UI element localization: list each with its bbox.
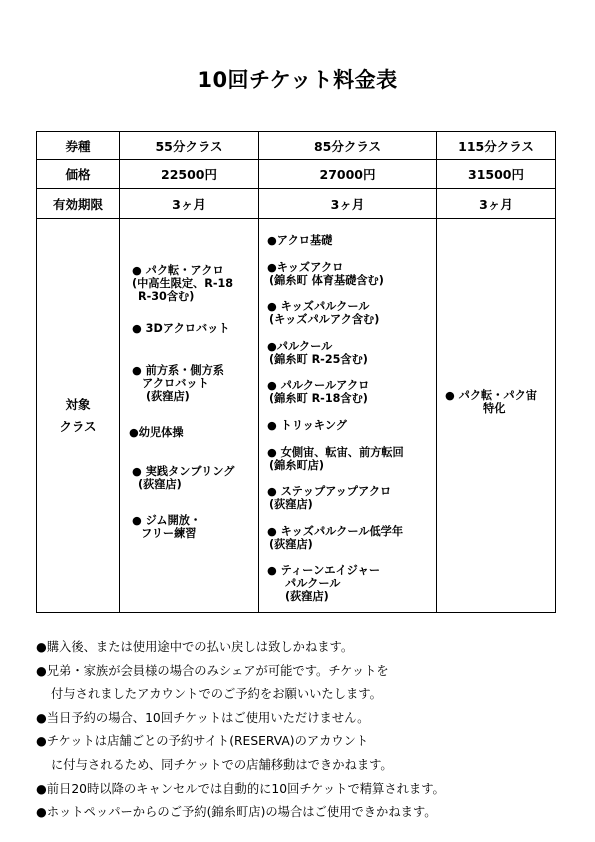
classes-55min bbox=[120, 219, 259, 613]
class-item bbox=[259, 261, 384, 287]
note-line: ●ホットペッパーからのご予約(錦糸町店)の場合はご使用できかねます。 bbox=[36, 805, 437, 820]
note-line: ●兄弟・家族が会員様の場合のみシェアが可能です。チケットを bbox=[36, 663, 389, 678]
class-item bbox=[259, 446, 404, 472]
note-line: 付与されましたアカウントでのご予約をお願いいたします。 bbox=[51, 687, 382, 702]
class-item-line: ● トリッキング bbox=[267, 419, 347, 432]
class-item bbox=[259, 419, 347, 432]
class-item bbox=[259, 564, 380, 603]
class-item-line: ● パク転・パク宙 bbox=[445, 389, 537, 402]
header-row bbox=[37, 132, 556, 160]
class-item bbox=[120, 426, 184, 439]
class-item bbox=[120, 514, 201, 540]
validity-115min: 3ヶ月 bbox=[437, 189, 556, 219]
classes-row bbox=[37, 219, 556, 613]
price-label: 価格 bbox=[37, 160, 120, 189]
classes-label-line: 対象 bbox=[65, 396, 91, 412]
class-item-line: ●キッズアクロ bbox=[267, 261, 344, 274]
class-item-line: ●アクロ基礎 bbox=[267, 234, 333, 247]
price-115min: 31500円 bbox=[437, 160, 556, 189]
class-item-line: ●パルクール bbox=[267, 340, 333, 353]
class-item-line: 特化 bbox=[483, 402, 506, 415]
class-item bbox=[259, 379, 369, 405]
class-item-line: アクロバット bbox=[142, 377, 209, 390]
price-85min: 27000円 bbox=[259, 160, 437, 189]
class-item bbox=[259, 485, 391, 511]
class-item-line: (錦糸町 体育基礎含む) bbox=[269, 274, 384, 287]
classes-label-line: クラス bbox=[59, 418, 97, 434]
class-item-line: フリー練習 bbox=[141, 527, 197, 540]
class-item bbox=[437, 389, 537, 415]
validity-row bbox=[37, 189, 556, 219]
class-item-line: ● ステップアップアクロ bbox=[267, 485, 392, 498]
class-item bbox=[120, 322, 230, 335]
class-item-line: ● キッズパルクール bbox=[267, 300, 370, 313]
page-title: 10回チケット料金表 bbox=[197, 68, 398, 92]
class-item bbox=[259, 300, 379, 326]
class-item-line: (荻窪店) bbox=[285, 590, 329, 603]
class-item bbox=[259, 234, 332, 247]
class-item-line: (錦糸町 R-18含む) bbox=[269, 392, 368, 405]
validity-label: 有効期限 bbox=[37, 189, 120, 219]
classes-85min bbox=[259, 219, 437, 613]
class-item-line: ● ジム開放・ bbox=[132, 514, 202, 527]
class-item-line: (荻窪店) bbox=[138, 478, 182, 491]
note-line: ●購入後、または使用途中での払い戻しは致しかねます。 bbox=[36, 640, 354, 654]
note-item bbox=[36, 778, 566, 802]
class-item-line: ●幼児体操 bbox=[129, 426, 184, 439]
fee-table bbox=[36, 131, 556, 613]
class-item-line: ● パク転・アクロ bbox=[132, 264, 224, 277]
header-85min: 85分クラス bbox=[259, 132, 437, 160]
note-line: ●当日予約の場合、10回チケットはご使用いただけません。 bbox=[36, 710, 370, 725]
class-item-line: (荻窪店) bbox=[269, 498, 313, 511]
note-item bbox=[36, 707, 566, 731]
class-item-line: (錦糸町店) bbox=[269, 459, 324, 472]
note-item bbox=[36, 660, 566, 707]
class-item-line: ● ティーンエイジャー bbox=[267, 564, 381, 577]
header-55min: 55分クラス bbox=[120, 132, 259, 160]
class-item-line: (中高生限定、R-18 bbox=[132, 277, 234, 290]
note-item bbox=[36, 801, 566, 825]
class-item-line: ● キッズパルクール低学年 bbox=[267, 525, 404, 538]
note-item bbox=[36, 730, 566, 777]
price-row bbox=[37, 160, 556, 189]
class-item-line: (キッズパルアク含む) bbox=[269, 313, 380, 326]
class-item-line: ● パルクールアクロ bbox=[267, 379, 370, 392]
class-item-line: ● 3Dアクロバット bbox=[132, 322, 230, 335]
header-115min: 115分クラス bbox=[437, 132, 556, 160]
price-55min: 22500円 bbox=[120, 160, 259, 189]
note-item bbox=[36, 636, 566, 660]
classes-label bbox=[37, 219, 120, 613]
class-item bbox=[120, 264, 233, 303]
note-line: ●チケットは店舗ごとの予約サイト(RESERVA)のアカウント bbox=[36, 734, 369, 749]
class-item-line: ● 女側宙、転宙、前方転回 bbox=[267, 446, 404, 459]
classes-115min bbox=[437, 219, 556, 613]
class-item bbox=[259, 525, 403, 551]
class-item-line: ● 実践タンブリング bbox=[132, 465, 235, 478]
class-item-line: ● 前方系・側方系 bbox=[132, 364, 224, 377]
class-item bbox=[120, 364, 224, 403]
notes-list bbox=[36, 636, 566, 825]
note-line: ●前日20時以降のキャンセルでは自動的に10回チケットで精算されます。 bbox=[36, 781, 445, 796]
note-line: に付与されるため、同チケットでの店舗移動はできかねます。 bbox=[51, 757, 393, 772]
class-item bbox=[120, 465, 235, 491]
validity-55min: 3ヶ月 bbox=[120, 189, 259, 219]
class-item-line: パルクール bbox=[285, 577, 341, 590]
validity-85min: 3ヶ月 bbox=[259, 189, 437, 219]
class-item-line: (荻窪店) bbox=[146, 390, 190, 403]
class-item-line: R-30含む) bbox=[138, 290, 195, 303]
class-item-line: (錦糸町 R-25含む) bbox=[269, 353, 368, 366]
header-ticket-type: 券種 bbox=[37, 132, 120, 160]
class-item bbox=[259, 340, 368, 366]
class-item-line: (荻窪店) bbox=[269, 538, 313, 551]
